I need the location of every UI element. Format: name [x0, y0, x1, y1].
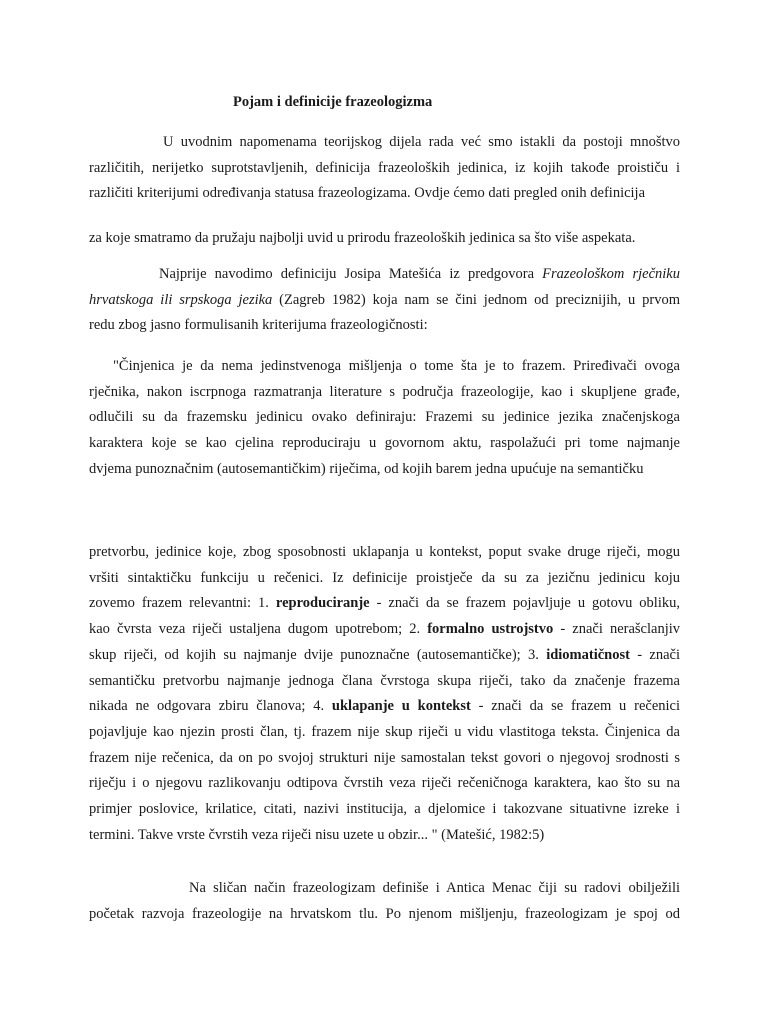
- text-line: vršiti sintaktičku funkciju u rečenici. Iz definicije proistječe da su za jezičnu jedinicu koju: [89, 569, 680, 586]
- text-line: zovemo frazem relevantni: 1.: [89, 595, 276, 612]
- text-line: semantičku pretvorbu najmanje jednoga člana čvrstoga skupa riječi, tako da značenje frazema: [89, 672, 680, 689]
- text-line: redu zbog jasno formulisanih kriterijuma frazeologičnosti:: [89, 317, 428, 334]
- paragraph-intro-continued: [89, 226, 680, 252]
- text-line: karaktera koje se kao cjelina reproduciraju u govornom aktu, raspolažući pri tome najmanje: [89, 435, 680, 452]
- text-line: Najprije navodimo definiciju Josipa Matešića iz predgovora: [159, 266, 543, 282]
- paragraph-intro: [89, 130, 680, 207]
- text-line: frazem nije rečenica, da on po svojoj strukturi nije samostalan tekst govori o njegovoj srodnosti s: [89, 749, 680, 766]
- text-line: U uvodnim napomenama teorijskog dijela rada već smo istakli da postoji mnoštvo: [163, 134, 680, 150]
- criterion-bold: idiomatičnost: [546, 646, 630, 663]
- criterion-bold: reproduciranje: [275, 595, 370, 612]
- text-line: odlučili su da frazemsku jedinicu ovako definiraju: Frazemi su jedinice jezika značenjskoga: [89, 409, 680, 426]
- book-title-italic: hrvatskoga ili srpskoga jezika: [89, 291, 273, 308]
- page-title: Pojam i definicije frazeologizma: [233, 94, 433, 110]
- text-line: - znači da se frazem pojavljuje u gotovu obliku,: [369, 595, 680, 612]
- text-line: termini. Takve vrste čvrstih veza riječi nisu uzete u obzir... " (Matešić, 1982:5): [89, 826, 545, 843]
- book-title-italic: Frazeološkom rječniku: [542, 266, 680, 282]
- text-line: kao čvrsta veza riječi ustaljena dugom upotrebom; 2.: [89, 621, 428, 638]
- text-line: dvjema punoznačnim (autosemantičkim) riječima, od kojih barem jedna upućuje na semantičku: [89, 460, 644, 477]
- paragraph-menac: [89, 876, 680, 927]
- text-line: - znači da se frazem u rečenici: [470, 698, 680, 715]
- criterion-bold: uklapanje u kontekst: [331, 698, 471, 715]
- text-line: pojavljuje kao njezin prosti član, tj. frazem nije skup riječi u vidu vlastitoga teksta. Činjenica da: [89, 723, 680, 740]
- quote-block-part-1: [89, 354, 680, 483]
- text-line: Na sličan način frazeologizam definiše i Antica Menac čiji su radovi obilježili: [189, 880, 680, 896]
- text-line: riječju i o njegovu razlikovanju odtipova čvrstih veza riječi rečeničnoga karaktera, kao što su na: [89, 775, 680, 792]
- text-line: (Zagreb 1982) koja nam se čini jednom od preciznijih, u prvom: [272, 291, 680, 308]
- text-line: skup riječi, od kojih su najmanje dvije punoznačne (autosemantičke); 3.: [89, 646, 547, 663]
- text-line: - znači nerašclanjiv: [553, 621, 680, 638]
- text-line: - znači: [629, 646, 680, 663]
- text-line: "Činjenica je da nema jedinstvenoga mišljenja o tome šta je to frazem. Priređivači ovoga: [113, 358, 680, 374]
- text-line: različitih, nerijetko suprotstavljenih, definicija frazeoloških jedinica, iz kojih takođe proističu i: [89, 159, 680, 176]
- text-line: pretvorbu, jedinice koje, zbog sposobnosti uklapanja u kontekst, poput svake druge riječi, mogu: [89, 544, 680, 560]
- text-line: različiti kriterijumi određivanja statusa frazeologizama. Ovdje ćemo dati pregled onih definicija: [89, 185, 646, 202]
- criterion-bold: formalno ustrojstvo: [427, 621, 554, 638]
- text-line: za koje smatramo da pružaju najbolji uvid u prirodu frazeoloških jedinica sa što više aspekata.: [89, 230, 636, 246]
- paragraph-matesic: [89, 262, 680, 339]
- text-line: početak razvoja frazeologije na hrvatskom tlu. Po njenom mišljenju, frazeologizam je spoj od: [89, 905, 680, 922]
- text-line: primjer poslovice, krilatice, citati, nazivi institucija, a djelomice i takozvane situativne izreke i: [89, 801, 680, 818]
- quote-block-part-2: [89, 540, 680, 848]
- text-line: rječnika, nakon iscrpnoga razmatranja literature s područja frazeologije, kao i skupljene građe,: [89, 383, 680, 400]
- text-line: nikada ne odgovara zbiru članova; 4.: [89, 698, 332, 715]
